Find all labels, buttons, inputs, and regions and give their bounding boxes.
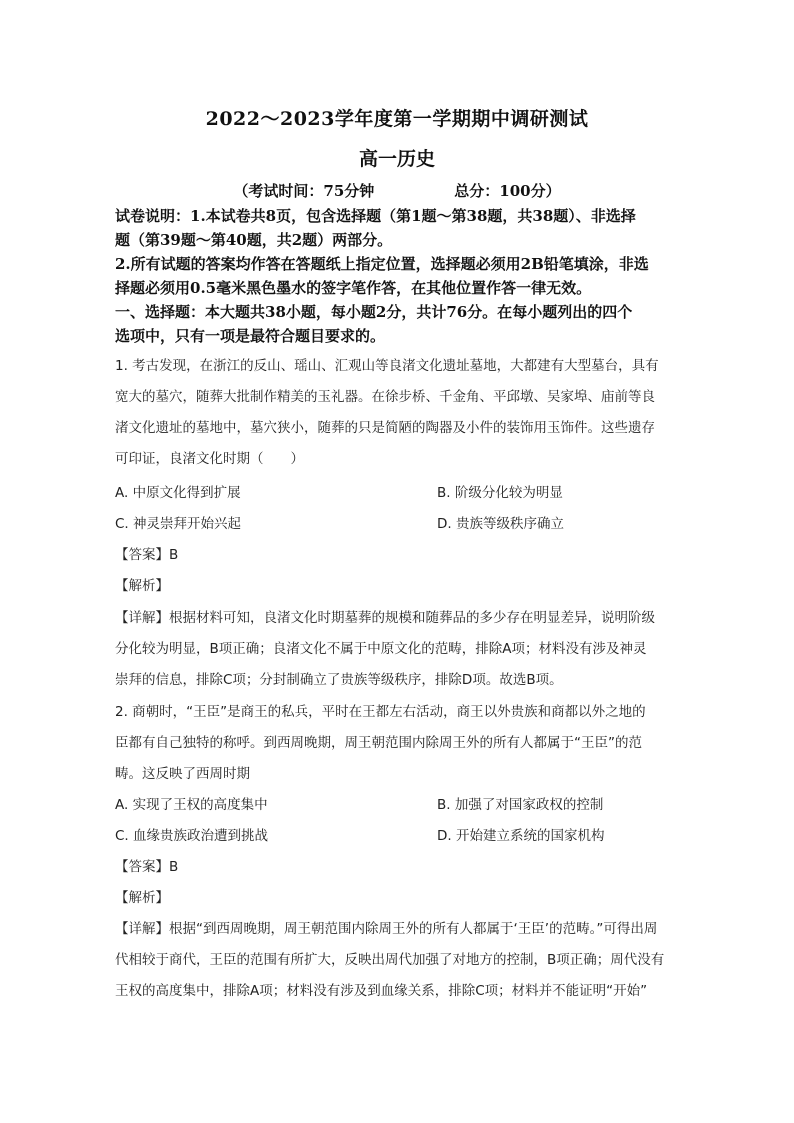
option-c: C. 神灵崇拜开始兴起 — [115, 516, 242, 532]
option-b: B. 加强了对国家政权的控制 — [437, 797, 604, 813]
instruction-line: 题（第39题～第40题，共2题）两部分。 — [115, 231, 393, 249]
option-c: C. 血缘贵族政治遭到挑战 — [115, 828, 269, 844]
question-2-detail — [115, 914, 680, 1007]
exam-title: 2022～2023学年度第一学期期中调研测试 — [205, 108, 589, 130]
question-1-stem — [115, 351, 680, 475]
question-line: 畴。这反映了西周时期 — [115, 766, 250, 782]
section-heading: 一、选择题：本大题共38小题，每小题2分，共计76分。在每小题列出的四个 — [115, 303, 633, 321]
question-2-options-row-1 — [115, 790, 680, 821]
question-line: 宽大的墓穴，随葬大批制作精美的玉礼器。在徐步桥、千金角、平邱墩、吴家埠、庙前等良 — [115, 389, 655, 405]
exam-time: （考试时间：75分钟 — [233, 182, 375, 200]
question-line: 臣都有自己独特的称呼。到西周晚期，周王朝范围内除周王外的所有人都属于“王臣”的范 — [115, 735, 642, 751]
exam-subject: 高一历史 — [358, 148, 435, 170]
detail-line: 崇拜的信息，排除C项；分封制确立了贵族等级秩序，排除D项。故选B项。 — [115, 672, 563, 688]
instruction-line: 试卷说明：1.本试卷共8页，包含选择题（第1题～第38题，共38题）、非选择 — [115, 207, 636, 225]
question-line: 渚文化遗址的墓地中，墓穴狭小，随葬的只是简陋的陶器及小件的装饰用玉饰件。这些遗存 — [115, 420, 655, 436]
analysis-label: 【解析】 — [115, 890, 169, 906]
option-b: B. 阶级分化较为明显 — [437, 485, 563, 501]
option-d: D. 开始建立系统的国家机构 — [437, 828, 605, 844]
answer-label: 【答案】B — [115, 859, 179, 875]
option-a: A. 中原文化得到扩展 — [115, 485, 241, 501]
question-1-options-row-2 — [115, 509, 680, 540]
detail-line: 【详解】根据“到西周晚期，周王朝范围内除周王外的所有人都属于‘王臣’的范畴。”可得出周 — [115, 921, 658, 937]
question-2-stem — [115, 697, 680, 790]
exam-timing — [0, 180, 794, 201]
total-score: 总分：100分） — [454, 182, 561, 200]
detail-line: 【详解】根据材料可知，良渚文化时期墓葬的规模和随葬品的多少存在明显差异，说明阶级 — [115, 610, 655, 626]
question-1-options-row-1 — [115, 478, 680, 509]
analysis-label: 【解析】 — [115, 578, 169, 594]
instruction-line: 2.所有试题的答案均作答在答题纸上指定位置，选择题必须用2B铅笔填涂，非选 — [115, 255, 649, 273]
question-line: 2. 商朝时，“王臣”是商王的私兵，平时在王都左右活动，商王以外贵族和商都以外之地的 — [115, 704, 646, 720]
answer-label: 【答案】B — [115, 547, 179, 563]
option-d: D. 贵族等级秩序确立 — [437, 516, 564, 532]
question-line: 1. 考古发现，在浙江的反山、瑶山、汇观山等良渚文化遗址墓地，大都建有大型墓台，具有 — [115, 358, 659, 374]
question-1-detail — [115, 603, 680, 696]
detail-line: 王权的高度集中，排除A项；材料没有涉及到血缘关系，排除C项；材料并不能证明“开始” — [115, 983, 648, 999]
instructions — [115, 204, 680, 348]
option-a: A. 实现了王权的高度集中 — [115, 797, 268, 813]
question-line: 可印证，良渚文化时期（ ） — [115, 451, 304, 467]
detail-line: 分化较为明显，B项正确；良渚文化不属于中原文化的范畴，排除A项；材料没有涉及神灵 — [115, 641, 647, 657]
section-heading: 选项中，只有一项是最符合题目要求的。 — [115, 327, 386, 345]
question-2-options-row-2 — [115, 821, 680, 852]
detail-line: 代相较于商代，王臣的范围有所扩大，反映出周代加强了对地方的控制，B项正确；周代没有 — [115, 952, 665, 968]
instruction-line: 择题必须用0.5毫米黑色墨水的签字笔作答，在其他位置作答一律无效。 — [115, 279, 592, 297]
